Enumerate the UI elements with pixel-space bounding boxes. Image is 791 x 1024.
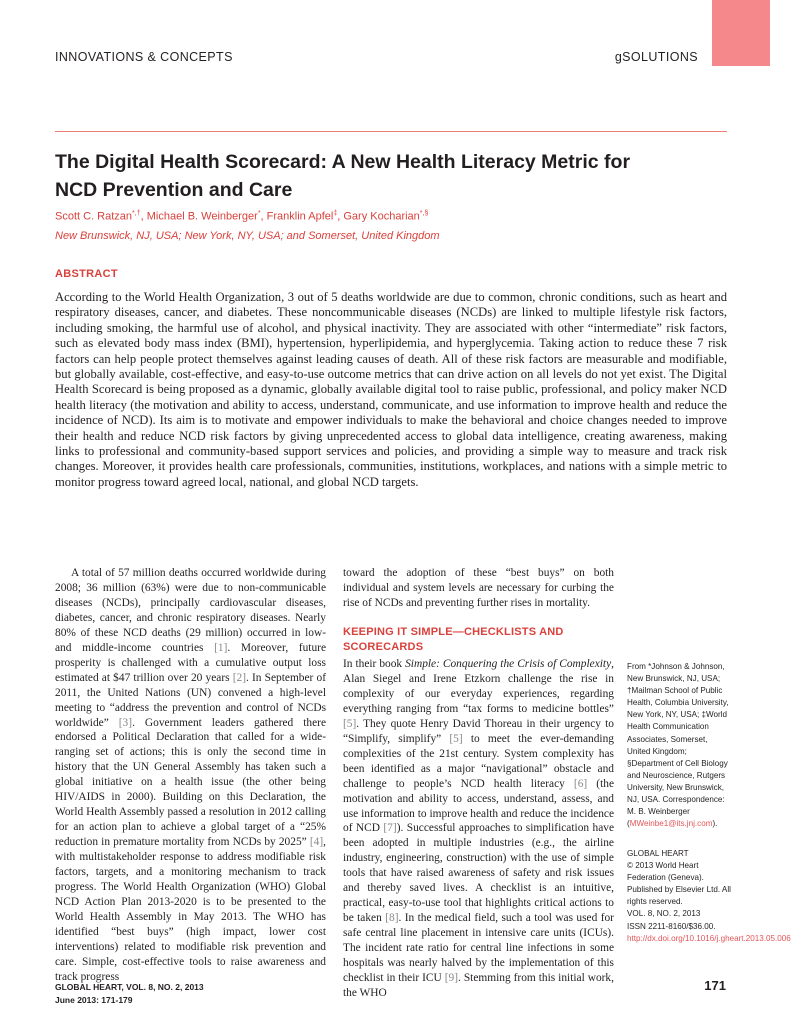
footer-journal: GLOBAL HEART, VOL. 8, NO. 2, 2013 [55,982,204,992]
citation-link[interactable]: [2] [232,671,246,684]
body-text: . They quote Henry David Thoreau in their urgency to “Simplify, simplify” [343,717,614,745]
author-mark: ‡ [333,210,338,217]
doi-link[interactable]: http://dx.doi.org/10.1016/j.gheart.2013.05.006 [627,933,791,943]
citation-link[interactable]: [5] [343,717,357,730]
body-text: , Alan Siegel and Irene Etzkorn challenge the rise in complexity of our everyday experiences, regarding everything ranging from “tax forms to medicine bottles” [343,658,614,715]
citation-link[interactable]: [9] [444,972,459,985]
author-name: Scott C. Ratzan [55,210,133,223]
email-link[interactable]: MWeinbe1@its.jnj.com [629,819,713,829]
body-column-right [343,657,614,1001]
footer-date: June 2013: 171-179 [55,995,133,1005]
affiliation-note-text: From *Johnson & Johnson, New Brunswick, NJ, USA; †Mailman School of Public Health, Columbia University, New York, NY, USA; ‡World Health Communication Associates, Somerset, United Kingdom; §Department of Cell Biology and Neuroscience, Rutgers University, New Brunswick, NJ, USA. Correspondence: M. B. Weinberger ( [627,662,729,829]
author-name: Gary Kocharian [343,210,420,223]
citation-link[interactable]: [8] [385,912,399,925]
accent-tab [712,0,770,66]
header-rule [55,131,727,132]
author-mark: * [257,210,261,217]
citation-link[interactable]: [5] [449,732,463,745]
author-mark: *,§ [419,210,429,217]
author-mark: *,† [132,210,141,217]
section-heading: KEEPING IT SIMPLE—CHECKLISTS AND SCORECARDS [343,626,564,653]
citation-link[interactable]: [6] [573,777,588,790]
author-name: Franklin Apfel [266,210,334,223]
journal-info-line: GLOBAL HEART [627,849,689,858]
body-text: . Stemming from this initial work, the WHO [343,972,614,999]
body-text: (the motivation and ability to access, understand, assess, and use information to improve health and reduce the incidence of NCD [343,777,614,835]
body-text: . In September of 2011, the United Nations (UN) convened a high-level meeting to “address the prevention and control of NCDs worldwide” [55,671,326,729]
footer-citation [55,981,204,1007]
body-text: . In the medical field, such a tool was used for safe central line placement in intensive care units (ICUs). The incident rate ratio for central line infections in some hospitals was nearly halved by the implementation of this checklist in their ICU [343,912,614,985]
body-text: . Government leaders gathered there endorsed a Political Declaration that called for a wide-ranging set of actions; this is only the second time in history that the UN General Assembly has taken such a global initiative on a health issue (the other being HIV/AIDS in 2000). Building on this Declaration, the World Health Assembly passed a resolution in 2012 calling for an action plan to achieve a global target of a “25% reduction in premature mortality from NCDs by 2025” [55,716,327,849]
body-text: ). Successful approaches to simplification have been adopted in multiple industries (e.g., the airline industry, engineering, construction) with the use of simple tools that have raised awareness of safety and risk issues and thereby saved lives. A checklist is an intuitive, practical, easy-to-use tool that highlights critical actions to be taken [343,822,615,925]
body-text: to meet the ever-demanding complexities of the 21st century. System complexity has been identified as a major “navigational” obstacle and challenge to people’s NCD health literacy [343,732,614,790]
body-column-right-intro: toward the adoption of these “best buys” on both individual and system levels are necessary for curbing the rise of NCDs and preventing further rises in mortality. [343,567,614,609]
body-text: , with multistakeholder response to address modifiable risk factors, targets, and a monitoring mechanism to track progress. The World Health Organization (WHO) Global NCD Action Plan 2013-2020 is to be presented to the World Health Assembly in May 2013. The WHO has identified “best buys” (high impact, lower cost interventions) related to modifiable risk prevention and care. Simple, cost-effective tools to raise awareness and track progress [55,836,326,983]
affiliation-note [627,661,731,830]
page-number: 171 [704,978,726,993]
citation-link[interactable]: [1] [214,641,228,654]
article-title: The Digital Health Scorecard: A New Health Literacy Metric for NCD Prevention and Care [55,151,631,201]
abstract-text: According to the World Health Organization, 3 out of 5 deaths worldwide are due to common, chronic conditions, such as heart and respiratory diseases, cancer, and diabetes. These noncommunicable diseases (NCDs) are linked to multiple lifestyle risk factors, including smoking, the harmful use of alcohol, and physical inactivity. They are associated with other “intermediate” risk factors, such as elevated body mass index (BMI), hypertension, hyperlipidemia, and hyperglycemia. Taking action to reduce these 7 risk factors can help people protect themselves against leading causes of death. All of these risk factors are measurable and modifiable, but globally available, cost-effective, and easy-to-use outcome metrics that can drive action on all levels do not yet exist. The Digital Health Scorecard is being proposed as a dynamic, globally available digital tool to raise public, professional, and policy maker NCD health literacy (the motivation and ability to access, understand, communicate, and use information to improve health and reduce the incidence of NCD). Its aim is to motivate and empower individuals to make the behavioral and choice changes needed to improve their health and reduce NCD risk factors by giving unprecedented access to global data intelligence, creating awareness, making links to professional and community-based support services and policies, and providing a simple way to measure and track risk changes. Moreover, it provides health care professionals, communities, institutions, workplaces, and nations with a simple metric to monitor progress toward agreed local, national, and global NCD targets. [55,290,727,489]
body-column-left [55,566,326,985]
journal-info-line: ISSN 2211-8160/$36.00. [627,921,716,931]
body-text: In their book [343,658,406,670]
book-title: Simple: Conquering the Crisis of Complexity [405,658,612,670]
section-label: INNOVATIONS & CONCEPTS [55,50,233,64]
author-name: Michael B. Weinberger [146,210,258,223]
journal-info-line: © 2013 World Heart Federation (Geneva). Published by Elsevier Ltd. All rights reserved. [627,861,731,907]
journal-section-label: gSOLUTIONS [614,50,698,64]
journal-info [627,848,791,945]
affiliation: New Brunswick, NJ, USA; New York, NY, USA; and Somerset, United Kingdom [55,230,440,242]
citation-link[interactable]: [7] [383,822,397,835]
affiliation-note-end: ). [712,819,718,829]
citation-link[interactable]: [3] [118,716,133,729]
author-list: Scott C. Ratzan*,†, Michael B. Weinberger*, Franklin Apfel‡, Gary Kocharian*,§ [55,210,429,223]
body-text: A total of 57 million deaths occurred worldwide during 2008; 36 million (63%) were due to non-communicable diseases (NCDs), principally cardiovascular diseases, diabetes, cancer, and chronic respiratory diseases. Nearly 80% of these NCD deaths (29 million) occurred in low- and middle-income countries [55,567,326,654]
abstract-heading: ABSTRACT [55,268,118,280]
body-text: . Moreover, future prosperity is challenged with a cumulative output loss estimated at $47 trillion over 20 years [55,641,326,684]
journal-info-line: VOL. 8, NO. 2, 2013 [627,909,701,919]
citation-link[interactable]: [4] [309,836,324,849]
